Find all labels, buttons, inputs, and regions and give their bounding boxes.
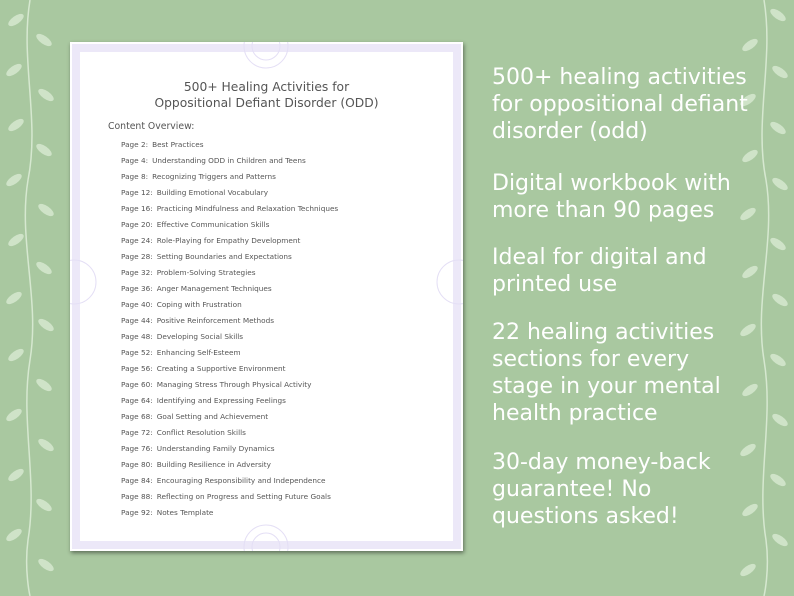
- toc-entry: [121, 443, 338, 459]
- toc-page-number: Page 84:: [121, 476, 153, 485]
- toc-page-number: Page 52:: [121, 348, 153, 357]
- toc-section-title: Positive Reinforcement Methods: [156, 316, 275, 325]
- feature-text-line: 500+ healing activities: [492, 65, 747, 90]
- toc-page-number: Page 24:: [121, 236, 153, 245]
- feature-item: [492, 449, 711, 530]
- toc-page-number: Page 16:: [121, 204, 153, 213]
- feature-item: [492, 244, 707, 298]
- toc-page-number: Page 60:: [121, 380, 153, 389]
- toc-section-title: Recognizing Triggers and Patterns: [152, 172, 276, 181]
- feature-text-line: sections for every: [492, 347, 690, 372]
- toc-section-title: Coping with Frustration: [156, 300, 242, 309]
- toc-entry: [121, 219, 338, 235]
- toc-entry: [121, 491, 338, 507]
- toc-page-number: Page 28:: [121, 252, 153, 261]
- toc-section-title: Role-Playing for Empathy Development: [156, 236, 301, 245]
- toc-section-title: Anger Management Techniques: [156, 284, 272, 293]
- feature-text-line: stage in your mental: [492, 374, 721, 399]
- toc-entry: [121, 251, 338, 267]
- toc-entry: [121, 507, 338, 523]
- toc-entry: [121, 299, 338, 315]
- toc-page-number: Page 32:: [121, 268, 153, 277]
- toc-page-number: Page 40:: [121, 300, 153, 309]
- toc-entry: [121, 171, 338, 187]
- feature-item: [492, 170, 731, 224]
- toc-entry: [121, 267, 338, 283]
- toc-section-title: Managing Stress Through Physical Activity: [156, 380, 312, 389]
- toc-entry: [121, 315, 338, 331]
- workbook-page: [70, 42, 463, 551]
- toc-section-title: Developing Social Skills: [156, 332, 244, 341]
- toc-section-title: Reflecting on Progress and Setting Future Goals: [156, 492, 331, 501]
- toc-entry: [121, 331, 338, 347]
- toc-page-number: Page 12:: [121, 188, 153, 197]
- feature-text-line: printed use: [492, 272, 618, 297]
- feature-text-line: health practice: [492, 401, 658, 426]
- toc-entry: [121, 411, 338, 427]
- toc-section-title: Encouraging Responsibility and Independence: [156, 476, 326, 485]
- toc-entry: [121, 203, 338, 219]
- feature-text-line: 30-day money-back: [492, 450, 711, 475]
- feature-text-line: disorder (odd): [492, 119, 648, 144]
- toc-entry: [121, 155, 338, 171]
- toc-entry: [121, 395, 338, 411]
- leaf-vine-left-icon: [0, 0, 60, 596]
- toc-section-title: Practicing Mindfulness and Relaxation Techniques: [156, 204, 339, 213]
- toc-entry: [121, 139, 338, 155]
- toc-page-number: Page 76:: [121, 444, 153, 453]
- toc-page-number: Page 64:: [121, 396, 153, 405]
- toc-section-title: Problem-Solving Strategies: [156, 268, 256, 277]
- toc-page-number: Page 36:: [121, 284, 153, 293]
- toc-section-title: Setting Boundaries and Expectations: [156, 252, 292, 261]
- toc-page-number: Page 2:: [121, 140, 149, 149]
- toc-entry: [121, 347, 338, 363]
- toc-section-title: Effective Communication Skills: [156, 220, 270, 229]
- toc-entry: [121, 363, 338, 379]
- toc-section-title: Goal Setting and Achievement: [156, 412, 269, 421]
- feature-text-line: Digital workbook with: [492, 171, 731, 196]
- feature-text-line: 22 healing activities: [492, 320, 715, 345]
- toc-entry: [121, 235, 338, 251]
- toc-page-number: Page 56:: [121, 364, 153, 373]
- toc-section-title: Building Resilience in Adversity: [156, 460, 271, 469]
- table-of-contents: [121, 139, 338, 523]
- toc-entry: [121, 459, 338, 475]
- toc-section-title: Enhancing Self-Esteem: [156, 348, 241, 357]
- toc-section-title: Creating a Supportive Environment: [156, 364, 286, 373]
- toc-page-number: Page 80:: [121, 460, 153, 469]
- toc-section-title: Understanding Family Dynamics: [156, 444, 275, 453]
- document-title-line1: 500+ Healing Activities for: [183, 80, 350, 94]
- toc-page-number: Page 48:: [121, 332, 153, 341]
- toc-page-number: Page 20:: [121, 220, 153, 229]
- toc-section-title: Conflict Resolution Skills: [156, 428, 246, 437]
- content-overview-label: Content Overview:: [108, 121, 195, 132]
- toc-entry: [121, 427, 338, 443]
- toc-entry: [121, 187, 338, 203]
- feature-text-line: questions asked!: [492, 504, 679, 529]
- toc-entry: [121, 379, 338, 395]
- toc-section-title: Notes Template: [156, 508, 214, 517]
- toc-page-number: Page 92:: [121, 508, 153, 517]
- document-title-line2: Oppositional Defiant Disorder (ODD): [154, 96, 379, 110]
- toc-page-number: Page 4:: [121, 156, 149, 165]
- toc-page-number: Page 8:: [121, 172, 149, 181]
- feature-text-line: guarantee! No: [492, 477, 652, 502]
- feature-text-line: for oppositional defiant: [492, 92, 748, 117]
- toc-entry: [121, 283, 338, 299]
- toc-section-title: Identifying and Expressing Feelings: [156, 396, 286, 405]
- toc-page-number: Page 68:: [121, 412, 153, 421]
- toc-page-number: Page 44:: [121, 316, 153, 325]
- toc-page-number: Page 88:: [121, 492, 153, 501]
- toc-section-title: Best Practices: [152, 140, 204, 149]
- feature-item: [492, 64, 748, 145]
- feature-text-line: Ideal for digital and: [492, 245, 707, 270]
- feature-item: [492, 319, 721, 427]
- toc-entry: [121, 475, 338, 491]
- toc-page-number: Page 72:: [121, 428, 153, 437]
- toc-section-title: Building Emotional Vocabulary: [156, 188, 269, 197]
- toc-section-title: Understanding ODD in Children and Teens: [152, 156, 306, 165]
- feature-text-line: more than 90 pages: [492, 198, 715, 223]
